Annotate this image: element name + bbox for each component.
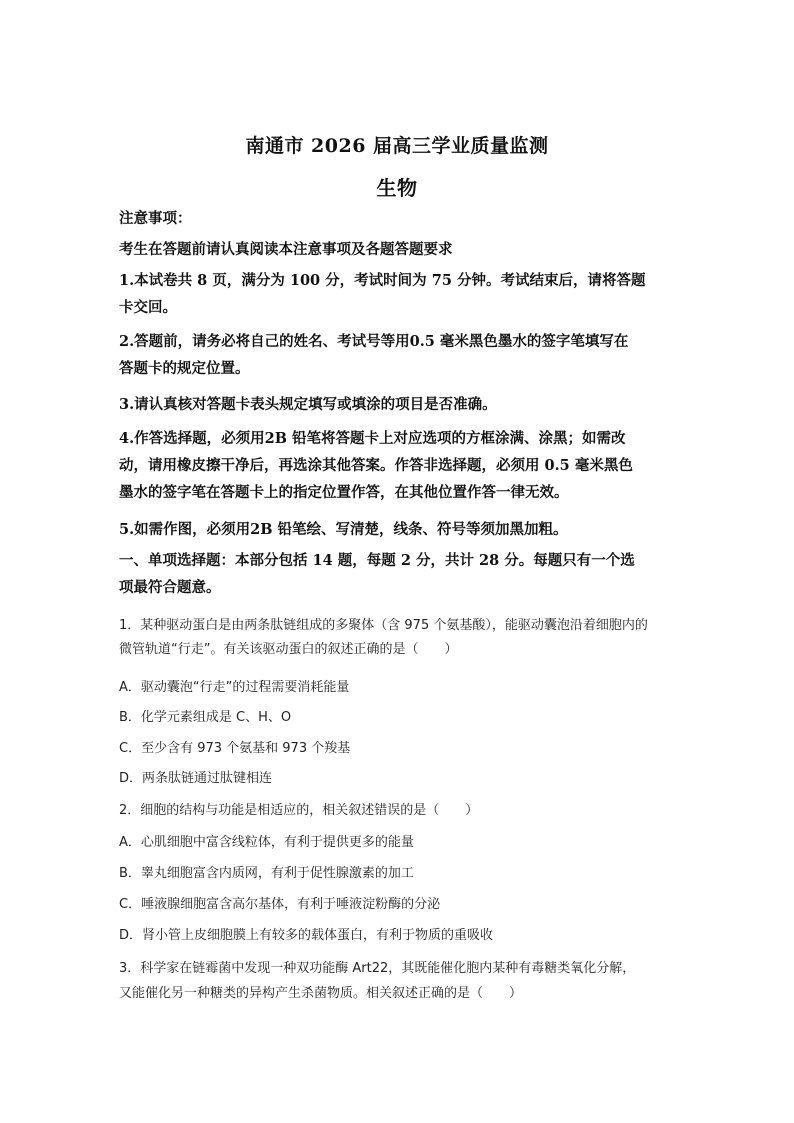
notice-item-1-line-2: 卡交回。 (119, 299, 177, 316)
question-1-option-a: A．驱动囊泡“行走”的过程需要消耗能量 (119, 680, 350, 695)
question-1-stem-line-2: 微管轨道“行走”。有关该驱动蛋白的叙述正确的是（ ） (119, 642, 458, 657)
question-1-option-c: C．至少含有 973 个氨基和 973 个羧基 (119, 741, 351, 756)
notice-item-5: 5.如需作图，必须用2B 铅笔绘、写清楚，线条、符号等须加黑加粗。 (119, 521, 568, 538)
exam-title: 南通市 2026 届高三学业质量监测 (245, 135, 549, 157)
question-2-stem: 2．细胞的结构与功能是相适应的，相关叙述错误的是（ ） (119, 803, 479, 818)
notice-item-3: 3.请认真核对答题卡表头规定填写或填涂的项目是否准确。 (119, 396, 497, 413)
notice-item-4-line-1: 4.作答选择题，必须用2B 铅笔将答题卡上对应选项的方框涂满、涂黑；如需改 (119, 430, 626, 447)
question-2-option-b: B．睾丸细胞富含内质网，有利于促性腺激素的加工 (119, 866, 414, 881)
section-1-heading-line-1: 一、单项选择题：本部分包括 14 题，每题 2 分，共计 28 分。每题只有一个选 (119, 552, 635, 569)
question-2-option-c: C．唾液腺细胞富含高尔基体，有利于唾液淀粉酶的分泌 (119, 897, 441, 912)
question-2-option-a: A．心肌细胞中富含线粒体，有利于提供更多的能量 (119, 835, 414, 850)
notice-item-4-line-2: 动，请用橡皮擦干净后，再选涂其他答案。作答非选择题，必须用 0.5 毫米黑色 (119, 457, 633, 474)
subject-title: 生物 (376, 176, 418, 200)
question-1-stem-line-1: 1．某种驱动蛋白是由两条肽链组成的多聚体（含 975 个氨基酸），能驱动囊泡沿着细胞内的 (119, 618, 648, 633)
notice-heading: 注意事项： (119, 210, 192, 227)
notice-item-4-line-3: 墨水的签字笔在答题卡上的指定位置作答，在其他位置作答一律无效。 (119, 484, 569, 501)
section-1-heading-line-2: 项最符合题意。 (119, 579, 221, 596)
notice-item-1-line-1: 1.本试卷共 8 页，满分为 100 分，考试时间为 75 分钟。考试结束后，请将答题 (119, 272, 646, 289)
notice-intro: 考生在答题前请认真阅读本注意事项及各题答题要求 (119, 241, 453, 258)
question-2-option-d: D．肾小管上皮细胞膜上有较多的载体蛋白，有利于物质的重吸收 (119, 928, 494, 943)
question-3-stem-line-1: 3．科学家在链霉菌中发现一种双功能酶 Art22，其既能催化胞内某种有毒糖类氧化分解， (119, 961, 636, 976)
notice-item-2-line-1: 2.答题前，请务必将自己的姓名、考试号等用0.5 毫米黑色墨水的签字笔填写在 (119, 333, 629, 350)
question-1-option-d: D．两条肽链通过肽键相连 (119, 771, 273, 786)
question-3-stem-line-2: 又能催化另一种糖类的异构产生杀菌物质。相关叙述正确的是（ ） (119, 986, 523, 1001)
notice-item-2-line-2: 答题卡的规定位置。 (119, 360, 250, 377)
question-1-option-b: B．化学元素组成是 C、H、O (119, 710, 292, 725)
